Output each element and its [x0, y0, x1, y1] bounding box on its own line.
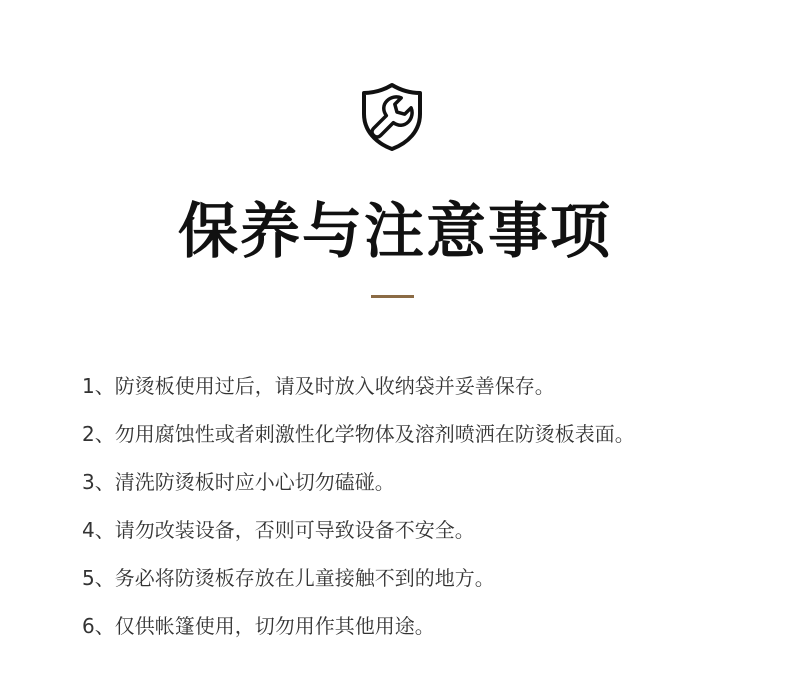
list-item: 3、清洗防烫板时应小心切勿磕碰。: [82, 470, 395, 494]
notice-list: [82, 362, 772, 650]
list-item: 1、防烫板使用过后，请及时放入收纳袋并妥善保存。: [82, 374, 555, 398]
list-item: 5、务必将防烫板存放在儿童接触不到的地方。: [82, 566, 495, 590]
page-title: 保养与注意事项: [178, 197, 612, 267]
list-item: 4、请勿改装设备，否则可导致设备不安全。: [82, 518, 475, 542]
list-item: 6、仅供帐篷使用，切勿用作其他用途。: [82, 614, 435, 638]
title-divider: [371, 295, 414, 298]
shield-wrench-icon: [360, 82, 424, 152]
list-item: 2、勿用腐蚀性或者刺激性化学物体及溶剂喷洒在防烫板表面。: [82, 422, 635, 446]
